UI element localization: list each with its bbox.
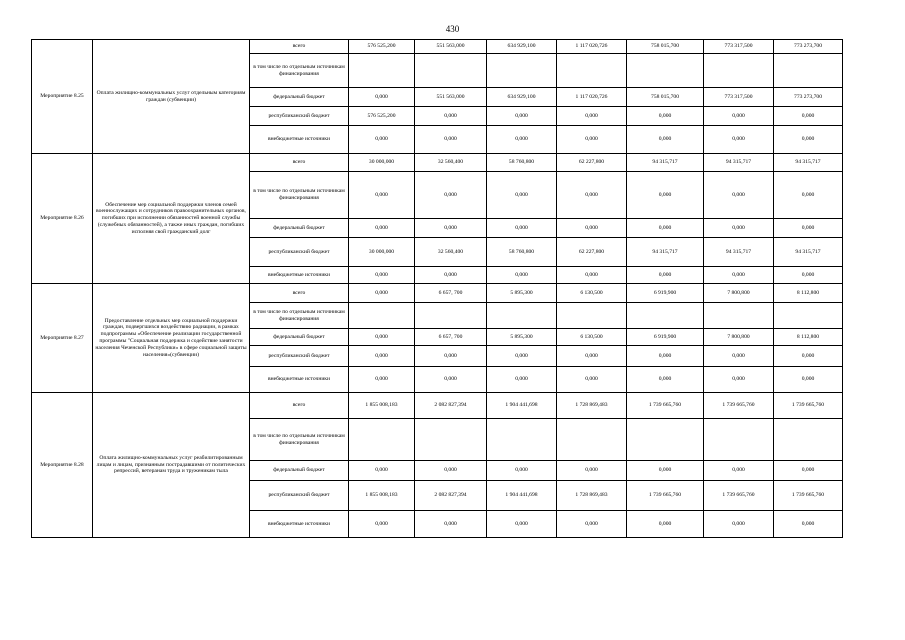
amount-cell: 1 739 665,760 bbox=[704, 393, 774, 419]
amount-cell: 1 739 665,760 bbox=[774, 393, 843, 419]
funding-source: федеральный бюджет bbox=[250, 88, 349, 107]
amount-cell: 1 728 869,483 bbox=[557, 393, 627, 419]
amount-cell: 0,000 bbox=[349, 346, 415, 367]
amount-cell: 0,000 bbox=[415, 461, 487, 481]
amount-cell bbox=[704, 54, 774, 88]
amount-cell: 0,000 bbox=[557, 346, 627, 367]
amount-cell: 758 015,700 bbox=[627, 40, 704, 54]
measure-id: Мероприятие 8.27 bbox=[32, 284, 93, 393]
amount-cell: 0,000 bbox=[349, 461, 415, 481]
budget-table bbox=[31, 39, 843, 538]
amount-cell: 0,000 bbox=[487, 461, 557, 481]
amount-cell bbox=[349, 54, 415, 88]
amount-cell: 0,000 bbox=[557, 126, 627, 154]
funding-source: федеральный бюджет bbox=[250, 329, 349, 346]
amount-cell: 0,000 bbox=[415, 267, 487, 284]
amount-cell: 1 904 441,698 bbox=[487, 481, 557, 511]
amount-cell bbox=[349, 419, 415, 461]
amount-cell: 0,000 bbox=[557, 267, 627, 284]
measure-description: Предоставление отдельных мер социальной поддержки граждан, подвергшихся воздействию радиации, в рамках подпрограммы «Обеспечение реализации государственной программы "Социальная поддержка и содействие занятости населения Чеченской Республики» в сфере социальной защиты населения»(субвенции) bbox=[93, 284, 250, 393]
table-row bbox=[32, 40, 843, 54]
amount-cell: 773 317,500 bbox=[704, 40, 774, 54]
table-row bbox=[32, 393, 843, 419]
amount-cell: 30 000,000 bbox=[349, 238, 415, 267]
funding-source: в том числе по отдельным источникам финансирования bbox=[250, 303, 349, 329]
amount-cell bbox=[704, 419, 774, 461]
amount-cell: 1 117 020,726 bbox=[557, 40, 627, 54]
amount-cell: 0,000 bbox=[774, 367, 843, 393]
page-number: 430 bbox=[445, 24, 460, 34]
amount-cell: 0,000 bbox=[349, 88, 415, 107]
amount-cell: 0,000 bbox=[704, 126, 774, 154]
amount-cell: 32 560,400 bbox=[415, 238, 487, 267]
funding-source: в том числе по отдельным источникам финансирования bbox=[250, 54, 349, 88]
amount-cell: 6 130,500 bbox=[557, 284, 627, 303]
amount-cell bbox=[627, 419, 704, 461]
amount-cell: 0,000 bbox=[774, 126, 843, 154]
amount-cell: 6 657, 700 bbox=[415, 329, 487, 346]
funding-source: всего bbox=[250, 40, 349, 54]
amount-cell: 0,000 bbox=[349, 267, 415, 284]
amount-cell: 0,000 bbox=[349, 329, 415, 346]
amount-cell: 0,000 bbox=[627, 126, 704, 154]
amount-cell: 7 800,800 bbox=[704, 284, 774, 303]
amount-cell bbox=[415, 303, 487, 329]
amount-cell: 0,000 bbox=[415, 346, 487, 367]
funding-source: республиканский бюджет bbox=[250, 107, 349, 126]
amount-cell: 0,000 bbox=[704, 511, 774, 538]
amount-cell: 0,000 bbox=[415, 126, 487, 154]
funding-source: всего bbox=[250, 393, 349, 419]
amount-cell: 634 929,100 bbox=[487, 40, 557, 54]
amount-cell: 1 739 665,760 bbox=[704, 481, 774, 511]
amount-cell bbox=[704, 303, 774, 329]
amount-cell: 30 000,000 bbox=[349, 154, 415, 172]
amount-cell: 0,000 bbox=[349, 172, 415, 219]
amount-cell: 576 525,200 bbox=[349, 40, 415, 54]
amount-cell: 0,000 bbox=[704, 107, 774, 126]
amount-cell: 32 560,400 bbox=[415, 154, 487, 172]
funding-source: федеральный бюджет bbox=[250, 219, 349, 238]
amount-cell: 0,000 bbox=[349, 511, 415, 538]
amount-cell: 8 112,800 bbox=[774, 284, 843, 303]
amount-cell: 1 855 008,183 bbox=[349, 393, 415, 419]
amount-cell: 0,000 bbox=[415, 172, 487, 219]
measure-description: Обеспечение мер социальной поддержки членов семей военнослужащих и сотрудников правоохранительных органов, погибших при исполнении обязанностей военной службы (служебных обязанностей), а также иных граждан, погибших исполняя свой гражданский долг bbox=[93, 154, 250, 284]
amount-cell: 5 895,300 bbox=[487, 284, 557, 303]
amount-cell: 1 739 665,760 bbox=[627, 481, 704, 511]
amount-cell: 0,000 bbox=[557, 367, 627, 393]
amount-cell: 6 919,900 bbox=[627, 284, 704, 303]
amount-cell bbox=[415, 419, 487, 461]
amount-cell bbox=[774, 54, 843, 88]
amount-cell: 94 315,717 bbox=[704, 154, 774, 172]
amount-cell: 0,000 bbox=[487, 126, 557, 154]
amount-cell: 0,000 bbox=[487, 267, 557, 284]
amount-cell: 0,000 bbox=[627, 461, 704, 481]
measure-id: Мероприятие 8.26 bbox=[32, 154, 93, 284]
measure-description: Оплата жилищно-коммунальных услуг отдельным категориям граждан (субвенции) bbox=[93, 40, 250, 154]
amount-cell: 0,000 bbox=[557, 219, 627, 238]
amount-cell bbox=[627, 303, 704, 329]
amount-cell: 0,000 bbox=[415, 219, 487, 238]
amount-cell: 62 227,800 bbox=[557, 238, 627, 267]
amount-cell: 773 273,700 bbox=[774, 88, 843, 107]
amount-cell: 2 082 827,394 bbox=[415, 481, 487, 511]
amount-cell: 0,000 bbox=[627, 511, 704, 538]
amount-cell: 0,000 bbox=[627, 219, 704, 238]
amount-cell: 0,000 bbox=[349, 367, 415, 393]
amount-cell: 551 563,000 bbox=[415, 88, 487, 107]
amount-cell bbox=[349, 303, 415, 329]
amount-cell: 1 117 020,726 bbox=[557, 88, 627, 107]
amount-cell: 0,000 bbox=[557, 511, 627, 538]
amount-cell: 0,000 bbox=[704, 461, 774, 481]
amount-cell: 0,000 bbox=[487, 367, 557, 393]
amount-cell: 58 760,800 bbox=[487, 238, 557, 267]
funding-source: всего bbox=[250, 154, 349, 172]
amount-cell: 0,000 bbox=[704, 367, 774, 393]
amount-cell bbox=[774, 303, 843, 329]
amount-cell: 0,000 bbox=[415, 107, 487, 126]
amount-cell: 773 317,500 bbox=[704, 88, 774, 107]
amount-cell: 773 273,700 bbox=[774, 40, 843, 54]
funding-source: республиканский бюджет bbox=[250, 346, 349, 367]
amount-cell: 0,000 bbox=[704, 172, 774, 219]
amount-cell: 0,000 bbox=[487, 346, 557, 367]
funding-source: внебюджетные источники bbox=[250, 267, 349, 284]
amount-cell: 0,000 bbox=[557, 461, 627, 481]
amount-cell: 1 739 665,760 bbox=[627, 393, 704, 419]
amount-cell: 0,000 bbox=[627, 107, 704, 126]
measure-id: Мероприятие 8.28 bbox=[32, 393, 93, 538]
amount-cell bbox=[487, 54, 557, 88]
amount-cell bbox=[557, 303, 627, 329]
amount-cell: 0,000 bbox=[627, 346, 704, 367]
amount-cell bbox=[415, 54, 487, 88]
table-row bbox=[32, 284, 843, 303]
funding-source: республиканский бюджет bbox=[250, 238, 349, 267]
amount-cell: 0,000 bbox=[487, 107, 557, 126]
amount-cell: 1 904 441,698 bbox=[487, 393, 557, 419]
amount-cell bbox=[774, 419, 843, 461]
amount-cell: 551 563,000 bbox=[415, 40, 487, 54]
funding-source: в том числе по отдельным источникам финансирования bbox=[250, 419, 349, 461]
amount-cell: 0,000 bbox=[774, 107, 843, 126]
amount-cell: 0,000 bbox=[627, 367, 704, 393]
amount-cell: 0,000 bbox=[487, 219, 557, 238]
amount-cell: 0,000 bbox=[557, 107, 627, 126]
amount-cell: 576 525,200 bbox=[349, 107, 415, 126]
amount-cell: 0,000 bbox=[487, 172, 557, 219]
funding-source: внебюджетные источники bbox=[250, 511, 349, 538]
amount-cell: 2 082 827,394 bbox=[415, 393, 487, 419]
funding-source: федеральный бюджет bbox=[250, 461, 349, 481]
amount-cell: 0,000 bbox=[627, 172, 704, 219]
amount-cell bbox=[557, 54, 627, 88]
funding-source: в том числе по отдельным источникам финансирования bbox=[250, 172, 349, 219]
table-row bbox=[32, 154, 843, 172]
amount-cell: 0,000 bbox=[627, 267, 704, 284]
amount-cell: 1 728 869,483 bbox=[557, 481, 627, 511]
amount-cell: 0,000 bbox=[774, 267, 843, 284]
amount-cell: 0,000 bbox=[349, 126, 415, 154]
amount-cell: 0,000 bbox=[349, 284, 415, 303]
amount-cell: 0,000 bbox=[349, 219, 415, 238]
amount-cell: 94 315,717 bbox=[774, 238, 843, 267]
amount-cell: 8 112,800 bbox=[774, 329, 843, 346]
amount-cell: 94 315,717 bbox=[774, 154, 843, 172]
amount-cell: 94 315,717 bbox=[627, 238, 704, 267]
amount-cell: 0,000 bbox=[415, 367, 487, 393]
funding-source: внебюджетные источники bbox=[250, 367, 349, 393]
amount-cell: 62 227,800 bbox=[557, 154, 627, 172]
amount-cell: 6 130,500 bbox=[557, 329, 627, 346]
amount-cell: 0,000 bbox=[774, 172, 843, 219]
amount-cell: 634 929,100 bbox=[487, 88, 557, 107]
amount-cell: 5 895,300 bbox=[487, 329, 557, 346]
amount-cell bbox=[487, 303, 557, 329]
measure-id: Мероприятие 8.25 bbox=[32, 40, 93, 154]
amount-cell bbox=[627, 54, 704, 88]
amount-cell bbox=[557, 419, 627, 461]
amount-cell: 0,000 bbox=[704, 267, 774, 284]
funding-source: республиканский бюджет bbox=[250, 481, 349, 511]
amount-cell: 0,000 bbox=[704, 346, 774, 367]
amount-cell: 0,000 bbox=[487, 511, 557, 538]
amount-cell: 94 315,717 bbox=[627, 154, 704, 172]
amount-cell: 7 800,800 bbox=[704, 329, 774, 346]
amount-cell: 1 855 008,183 bbox=[349, 481, 415, 511]
amount-cell: 6 657, 700 bbox=[415, 284, 487, 303]
amount-cell: 94 315,717 bbox=[704, 238, 774, 267]
funding-source: внебюджетные источники bbox=[250, 126, 349, 154]
amount-cell: 0,000 bbox=[774, 461, 843, 481]
amount-cell: 0,000 bbox=[774, 219, 843, 238]
measure-description: Оплата жилищно-коммунальных услуг реабилитированным лицам и лицам, признанным пострадавшими от политических репрессий, ветеранам труда и труженикам тыла bbox=[93, 393, 250, 538]
amount-cell: 0,000 bbox=[557, 172, 627, 219]
amount-cell: 0,000 bbox=[774, 511, 843, 538]
amount-cell: 58 760,800 bbox=[487, 154, 557, 172]
funding-source: всего bbox=[250, 284, 349, 303]
amount-cell: 0,000 bbox=[415, 511, 487, 538]
amount-cell: 1 739 665,760 bbox=[774, 481, 843, 511]
amount-cell: 0,000 bbox=[774, 346, 843, 367]
amount-cell: 6 919,900 bbox=[627, 329, 704, 346]
amount-cell: 0,000 bbox=[704, 219, 774, 238]
amount-cell bbox=[487, 419, 557, 461]
amount-cell: 758 015,700 bbox=[627, 88, 704, 107]
